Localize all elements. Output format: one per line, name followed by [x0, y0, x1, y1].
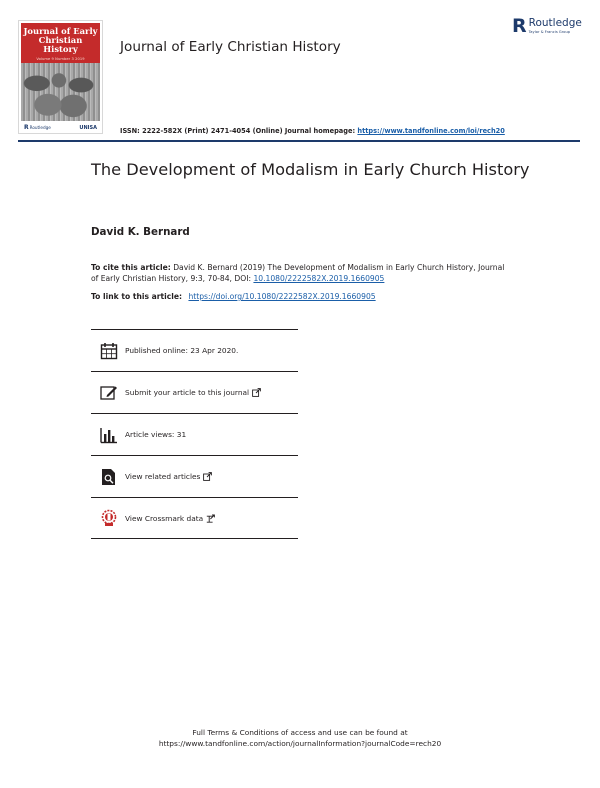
journal-cover-image: [18, 20, 103, 134]
routledge-r-icon: R: [512, 15, 527, 37]
cover-footer: [21, 122, 100, 133]
terms-url[interactable]: https://www.tandfonline.com/action/journalInformation?journalCode=rech20: [158, 739, 442, 748]
cover-title-band: [21, 23, 100, 63]
calendar-icon: [100, 342, 118, 360]
publisher-name: Routledge: [528, 17, 582, 29]
article-title: The Development of Modalism in Early Church History: [91, 160, 530, 179]
cover-unisa-logo: UNISA: [79, 124, 97, 131]
link-label: To link to this article:: [91, 292, 183, 301]
routledge-r-icon: R: [24, 124, 29, 131]
crossmark-external-icon: [206, 514, 215, 523]
cite-label: To cite this article:: [91, 263, 171, 272]
external-link-icon: [203, 472, 212, 481]
submit-article-row[interactable]: [91, 371, 298, 413]
article-link-line: [91, 292, 376, 301]
crossmark-icon: [100, 509, 118, 527]
external-link-icon: [252, 388, 261, 397]
cover-routledge-text: Routledge: [29, 125, 51, 130]
article-doi-url[interactable]: https://doi.org/10.1080/2222582X.2019.1660905: [188, 292, 376, 301]
issn-text: ISSN: 2222-582X (Print) 2471-4054 (Online) Journal homepage:: [120, 127, 356, 135]
journal-name: Journal of Early Christian History: [120, 39, 341, 55]
terms-text: Full Terms & Conditions of access and use can be found at: [192, 728, 408, 737]
crossmark-row[interactable]: [91, 497, 298, 539]
cover-subtitle: Volume 9 Number 3 2019: [36, 57, 85, 61]
header-divider: [18, 140, 580, 142]
citation-block: [91, 262, 511, 284]
terms-footer: [0, 727, 600, 749]
issn-line: [120, 127, 505, 135]
related-articles-icon: [100, 468, 118, 486]
cite-doi-link[interactable]: 10.1080/2222582X.2019.1660905: [253, 274, 385, 283]
related-articles-link[interactable]: View related articles: [125, 472, 201, 481]
bar-chart-icon: [100, 426, 118, 444]
article-info-list: [91, 329, 298, 539]
related-articles-row[interactable]: [91, 455, 298, 497]
journal-homepage-link[interactable]: https://www.tandfonline.com/loi/rech20: [357, 127, 505, 135]
publisher-tagline: Taylor & Francis Group: [528, 30, 571, 34]
cover-title: Journal of Early Christian History: [23, 26, 98, 54]
published-date-text: Published online: 23 Apr 2020.: [125, 346, 239, 355]
published-online-row: [91, 329, 298, 371]
article-author: David K. Bernard: [91, 226, 190, 238]
cover-routledge-logo: [24, 124, 51, 131]
submit-article-link[interactable]: Submit your article to this journal: [125, 388, 250, 397]
cite-text: David K. Bernard (2019) The Development of Modalism in Early Church History, Journal of Early Christian History, 9:3, 70-84, DOI:: [91, 263, 505, 283]
edit-icon: [100, 384, 118, 402]
article-views-text: Article views: 31: [125, 430, 187, 439]
crossmark-link[interactable]: View Crossmark data: [125, 513, 204, 523]
cover-artwork: [21, 63, 100, 121]
routledge-logo[interactable]: [512, 17, 582, 36]
article-views-row: [91, 413, 298, 455]
